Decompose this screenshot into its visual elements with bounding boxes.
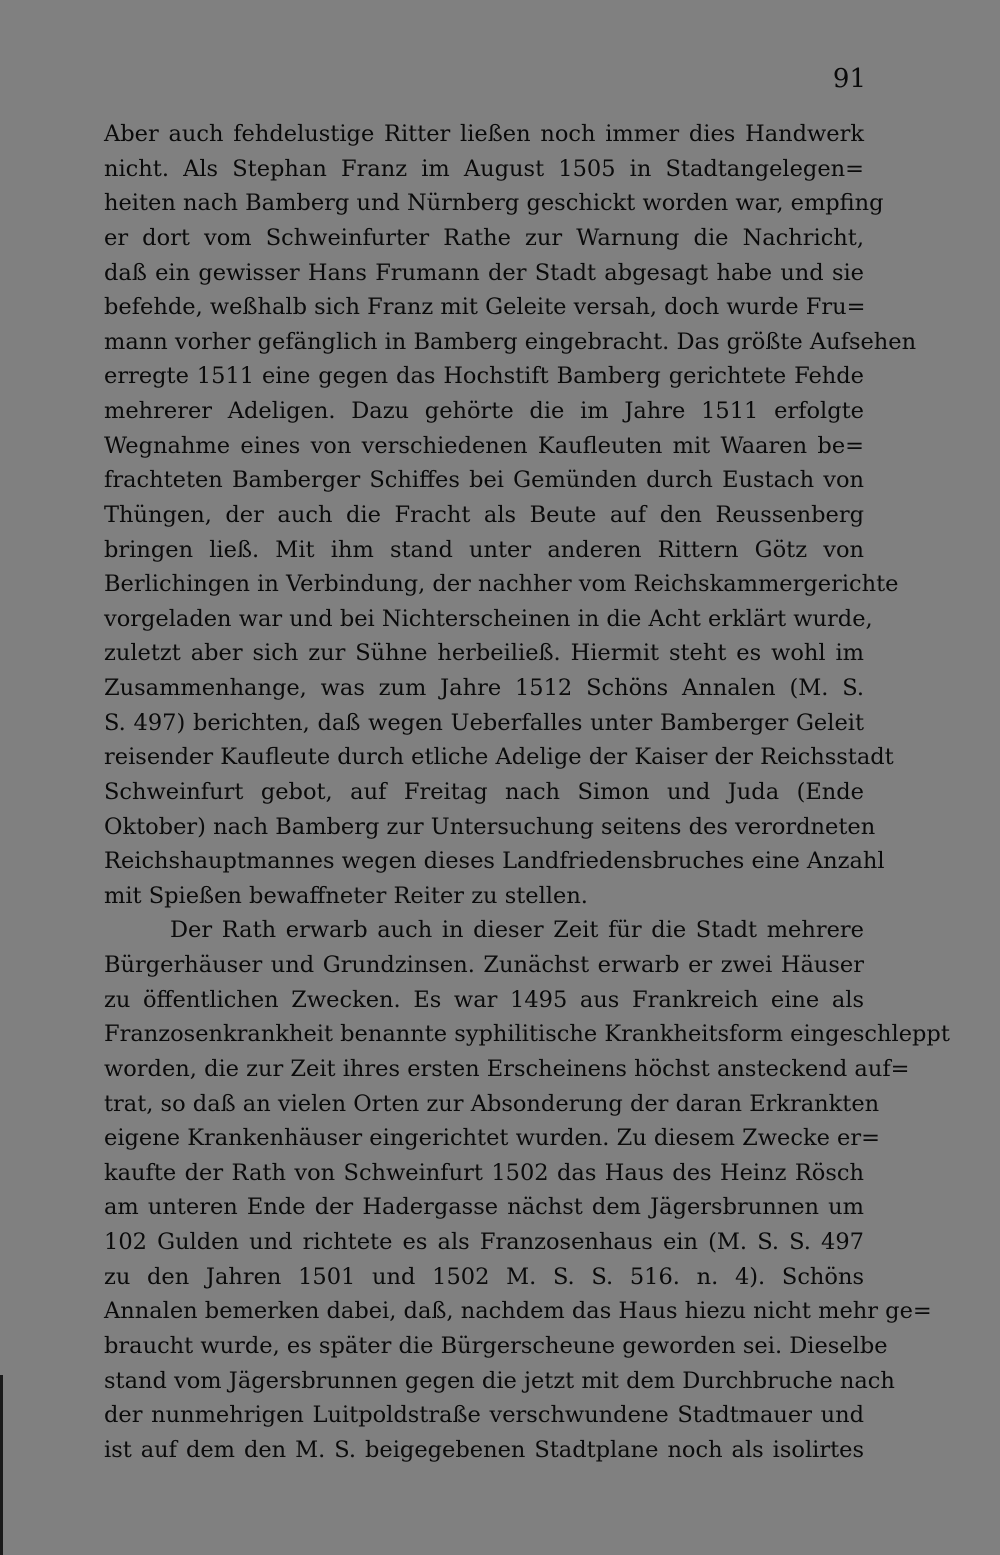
text-line: kaufte der Rath von Schweinfurt 1502 das Haus des Heinz Rösch: [104, 1159, 864, 1186]
text-line: mehrerer Adeligen. Dazu gehörte die im Jahre 1511 erfolgte: [104, 398, 864, 424]
text-line: Zusammenhange, was zum Jahre 1512 Schöns Annalen (M. S.: [104, 675, 864, 701]
text-line: der nunmehrigen Luitpoldstraße verschwundene Stadtmauer und: [104, 1402, 864, 1429]
text-line: Annalen bemerken dabei, daß, nachdem das Haus hiezu nicht mehr ge=: [104, 1298, 932, 1325]
text-line: Wegnahme eines von verschiedenen Kaufleuten mit Waaren be=: [104, 432, 864, 459]
text-line: trat, so daß an vielen Orten zur Absonderung der daran Erkrankten: [104, 1090, 880, 1117]
text-line: befehde, weßhalb sich Franz mit Geleite versah, doch wurde Fru=: [104, 294, 866, 321]
text-line: Berlichingen in Verbindung, der nachher vom Reichskammergerichte: [104, 571, 899, 598]
text-line: am unteren Ende der Hadergasse nächst dem Jägersbrunnen um: [104, 1194, 864, 1221]
text-line: nicht. Als Stephan Franz im August 1505 in Stadtangelegen=: [104, 155, 864, 182]
text-line: Der Rath erwarb auch in dieser Zeit für die Stadt mehrere: [170, 917, 864, 944]
text-line: Thüngen, der auch die Fracht als Beute auf den Reussenberg: [104, 501, 864, 528]
text-line: Schweinfurt gebot, auf Freitag nach Simon und Juda (Ende: [104, 778, 864, 805]
text-line: er dort vom Schweinfurter Rathe zur Warnung die Nachricht,: [104, 224, 864, 251]
page-number: 91: [832, 64, 866, 94]
text-line: reisender Kaufleute durch etliche Adelige der Kaiser der Reichsstadt: [104, 744, 894, 771]
text-line: erregte 1511 eine gegen das Hochstift Bamberg gerichtete Fehde: [104, 363, 864, 390]
text-line: frachteten Bamberger Schiffes bei Gemünden durch Eustach von: [104, 467, 864, 494]
text-line: Bürgerhäuser und Grundzinsen. Zunächst erwarb er zwei Häuser: [104, 952, 864, 978]
text-line: worden, die zur Zeit ihres ersten Erscheinens höchst ansteckend auf=: [104, 1055, 910, 1082]
text-line: S. 497) berichten, daß wegen Ueberfalles unter Bamberger Geleit: [104, 709, 864, 736]
text-line: stand vom Jägersbrunnen gegen die jetzt mit dem Durchbruche nach: [104, 1367, 895, 1394]
text-line: zu öffentlichen Zwecken. Es war 1495 aus Frankreich eine als: [104, 986, 864, 1013]
text-line: mann vorher gefänglich in Bamberg eingebracht. Das größte Aufsehen: [104, 328, 917, 355]
text-line: Reichshauptmannes wegen dieses Landfriedensbruches eine Anzahl: [104, 848, 885, 875]
text-line: zu den Jahren 1501 und 1502 M. S. S. 516. n. 4). Schöns: [104, 1263, 864, 1290]
text-line: 102 Gulden und richtete es als Franzosenhaus ein (M. S. S. 497: [104, 1229, 864, 1255]
text-line: heiten nach Bamberg und Nürnberg geschickt worden war, empfing: [104, 190, 884, 217]
body-text: [104, 117, 950, 1467]
text-line: zuletzt aber sich zur Sühne herbeiließ. Hiermit steht es wohl im: [104, 640, 864, 667]
text-line: ist auf dem den M. S. beigegebenen Stadtplane noch als isolirtes: [104, 1436, 864, 1463]
text-line: eigene Krankenhäuser eingerichtet wurden. Zu diesem Zwecke er=: [104, 1125, 880, 1152]
text-line: daß ein gewisser Hans Frumann der Stadt abgesagt habe und sie: [104, 259, 864, 286]
scan-edge-shadow: [0, 1375, 3, 1555]
text-line: Oktober) nach Bamberg zur Untersuchung seitens des verordneten: [104, 813, 876, 840]
text-line: braucht wurde, es später die Bürgerscheune geworden sei. Dieselbe: [104, 1332, 888, 1359]
text-line: mit Spießen bewaffneter Reiter zu stellen.: [104, 882, 588, 909]
text-line: bringen ließ. Mit ihm stand unter anderen Rittern Götz von: [104, 536, 864, 563]
text-line: vorgeladen war und bei Nichterscheinen in die Acht erklärt wurde,: [104, 605, 873, 632]
text-line: Aber auch fehdelustige Ritter ließen noch immer dies Handwerk: [104, 121, 864, 147]
text-line: Franzosenkrankheit benannte syphilitische Krankheitsform eingeschleppt: [104, 1021, 950, 1048]
